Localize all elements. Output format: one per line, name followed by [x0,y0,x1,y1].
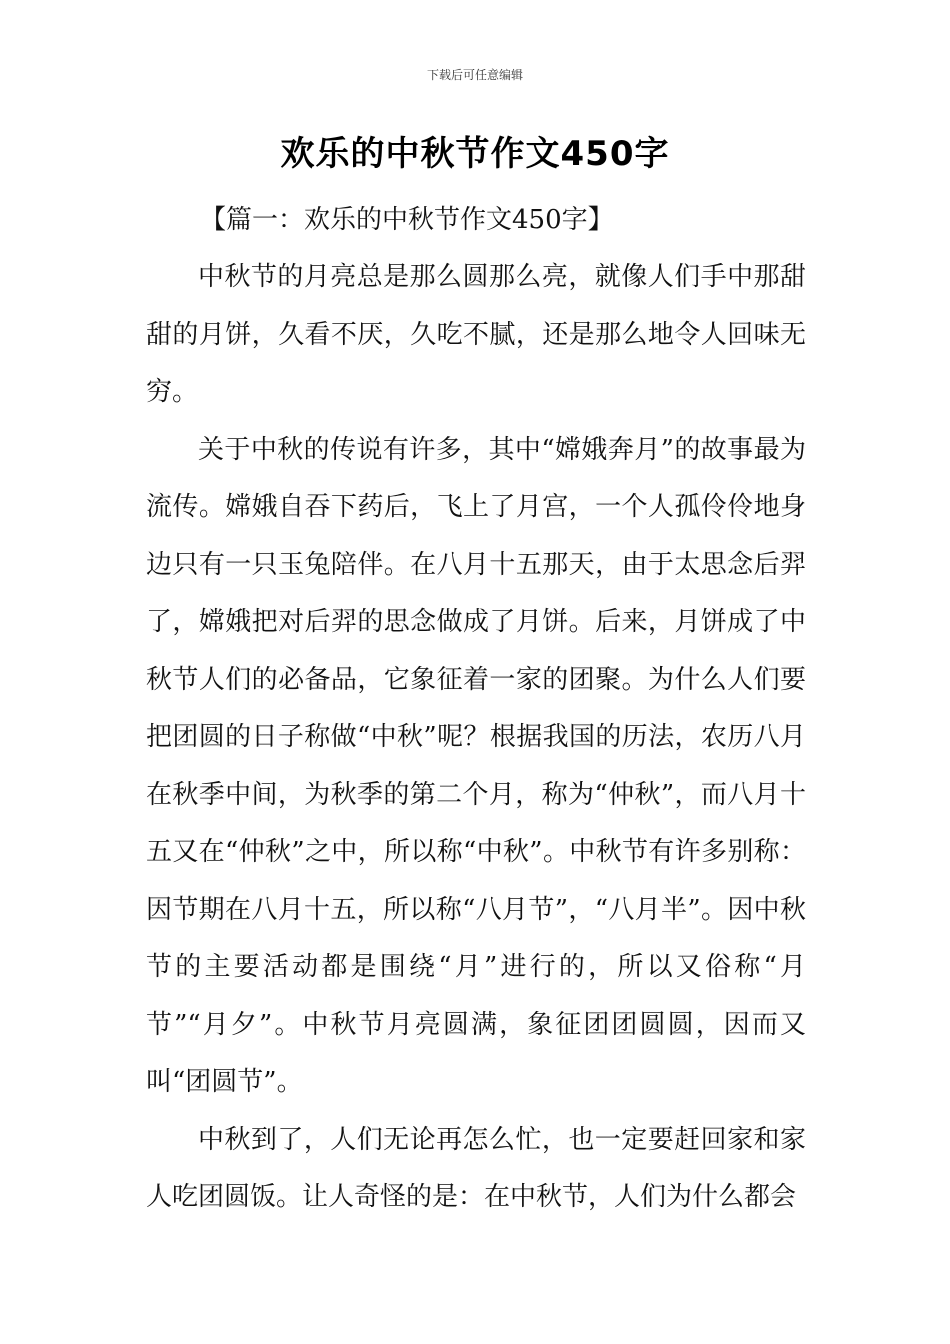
document-body [146,192,806,1227]
header-note: 下载后可任意编辑 [426,68,523,82]
document-title: 欢乐的中秋节作文450字 [280,134,670,174]
paragraph-1: 中秋节的月亮总是那么圆那么亮，就像人们手中那甜甜的月饼，久看不厌，久吃不腻，还是那么地令人回味无穷。 [146,262,806,407]
paragraph-2: 关于中秋的传说有许多，其中“嫦娥奔月”的故事最为流传。嫦娥自吞下药后，飞上了月宫，一个人孤伶伶地身边只有一只玉兔陪伴。在八月十五那天，由于太思念后羿了，嫦娥把对后羿的思念做成了月饼。后来，月饼成了中秋节人们的必备品，它象征着一家的团聚。为什么人们要把团圆的日子称做“中秋”呢？根据我国的历法，农历八月在秋季中间，为秋季的第二个月，称为“仲秋”，而八月十五又在“仲秋”之中，所以称“中秋”。中秋节有许多别称：因节期在八月十五，所以称“八月节”，“八月半”。因中秋节的主要活动都是围绕“月”进行的，所以又俗称“月节”“月夕”。中秋节月亮圆满，象征团团圆圆，因而又叫“团圆节”。 [146,434,806,1097]
section-heading: 【篇一：欢乐的中秋节作文450字】 [200,205,614,235]
paragraph-3: 中秋到了，人们无论再怎么忙，也一定要赶回家和家人吃团圆饭。让人奇怪的是：在中秋节，人们为什么都会 [146,1124,806,1212]
